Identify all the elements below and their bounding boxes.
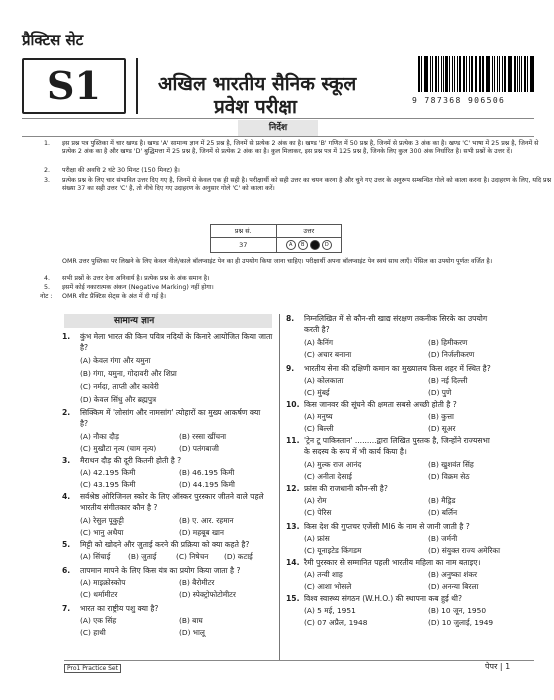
- answer-option: (B) 10 जून, 1950: [428, 606, 487, 615]
- answer-bubbles: [277, 238, 342, 252]
- exam-subtitle: प्रवेश परीक्षा: [214, 96, 297, 118]
- answer-option: (C) नर्मदा, ताप्ती और कावेरी: [80, 382, 159, 391]
- answer-option: (C) यूनाइटेड किंगडम: [304, 546, 362, 555]
- question-number: 9.: [286, 364, 295, 373]
- question-number: 2.: [62, 408, 71, 417]
- questions-right-column: [288, 314, 534, 660]
- question-text-cont: करती है?: [304, 325, 330, 334]
- instruction-item: नोट : OMR शीट प्रैक्टिस सेट्स के अंत में दी गई है।: [40, 293, 166, 300]
- bubble-d: D: [322, 240, 332, 250]
- answer-option: (D) निर्जलीकरण: [428, 350, 475, 359]
- answer-option: (D) केवल सिंधु और ब्रह्मपुत्र: [80, 395, 157, 404]
- question-number: 15.: [286, 594, 300, 603]
- answer-option: (D) संयुक्त राज्य अमेरिका: [428, 546, 501, 555]
- answer-option: (C) 43.195 किमी: [80, 480, 136, 489]
- question-text: सिक्किम में 'लोसांग और नामसांग' त्योहारों का मुख्य आकर्षण क्या: [80, 408, 261, 417]
- instructions-heading: निर्देश: [238, 120, 318, 136]
- instruction-item: 4. सभी प्रश्नों के उत्तर देना अनिवार्य है। प्रत्येक प्रश्न के अंक समान है।: [44, 275, 210, 282]
- answer-option: (C) बिल्ली: [304, 424, 334, 433]
- table-header: प्रश्न सं.: [211, 225, 277, 237]
- answer-option: (A) नौका दौड़: [80, 432, 119, 441]
- bubble-a: A: [286, 240, 296, 250]
- question-number: 4.: [62, 492, 71, 501]
- question-text: रैमी पुरस्कार से सम्मानित पहली भारतीय महिला का नाम बताइए।: [304, 558, 481, 567]
- question-number: 1.: [62, 332, 71, 341]
- example-qno: 37: [211, 238, 277, 252]
- answer-option: (C) थर्मामीटर: [80, 590, 118, 599]
- question-text: विश्व स्वास्थ्य संगठन (W.H.O.) की स्थापना कब हुई थी?: [304, 594, 463, 603]
- question-number: 6.: [62, 566, 71, 575]
- instruction-item: 1. इस प्रश्न पत्र पुस्तिका में चार खण्ड है। खण्ड 'A' सामान्य ज्ञान में 25 प्रश्न है, जिनमें से प्रत्येक 2 अंक का है। खण्ड 'B' गणित में 50 प्रश्न है, जिनमें से प्रत्येक 3 अंक का है। खण्ड 'C' भाषा में 25 प्रश्न है, जिनमें से प्रत्येक 2 अंक का है और खण्ड 'D' बुद्धिमत्ता में 25 प्रश्न है, जिनमें से प्रत्येक 2 अंक का है। कुल मिलाकर, इस प्रश्न पत्र में 125 प्रश्न है, जिनके लिए कुल 300 अंक निर्धारित है। सभी प्रश्नों के उत्तर दें।: [44, 140, 539, 156]
- answer-option: (A) एक सिंह: [80, 616, 117, 625]
- isbn-number: 9 787368 906506: [412, 96, 506, 105]
- question-text: किस जानवर की सूंघने की क्षमता सबसे अच्छी होती है ?: [304, 400, 457, 409]
- question-number: 10.: [286, 400, 300, 409]
- publisher-tag: Pro1 Practice Set: [64, 664, 121, 673]
- answer-option: (B) जर्मनी: [428, 534, 458, 543]
- bubble-b: B: [298, 240, 308, 250]
- header-divider: [136, 58, 138, 114]
- page-number: पेपर | 1: [485, 662, 511, 671]
- answer-option: (B) बैरोमीटर: [179, 578, 215, 587]
- example-answer-table: [210, 224, 342, 253]
- answer-option: (C) भानु अथैया: [80, 528, 124, 537]
- question-text: फ्रांस की राजधानी कौन-सी है?: [304, 484, 388, 493]
- answer-option: (B) हिमीकरण: [428, 338, 468, 347]
- question-text: कुंभ मेला भारत की किन पवित्र नदियों के किनारे आयोजित किया जाता: [80, 332, 273, 341]
- answer-option: (D) पतंगबाजी: [179, 444, 219, 453]
- answer-option: (C) मुखौटा नृत्य (चाम नृत्य): [80, 444, 157, 453]
- question-number: 13.: [286, 522, 300, 531]
- answer-option: (B) जुताई: [128, 552, 157, 561]
- answer-option: (A) कोलकाता: [304, 376, 344, 385]
- question-number: 12.: [286, 484, 300, 493]
- answer-option: (B) मैड्रिड: [428, 496, 456, 505]
- instruction-item: 3. प्रत्येक प्रश्न के लिए चार संभावित उत्तर दिए गए है, जिनमें से केवल एक ही सही है। परीक्षार्थी को सही उत्तर का चयन करना है और चुने गए उत्तर के अनुरूप सम्बन्धित गोले को काला करना है। उदाहरण के लिए, यदि प्रश्न संख्या 37 का सही उत्तर 'C' है, तो नीचे दिए गए उदाहरण के अनुसार गोले 'C' को काला करें।: [44, 177, 552, 193]
- table-header: उत्तर: [303, 227, 315, 235]
- question-number: 5.: [62, 540, 71, 549]
- answer-option: (C) हाथी: [80, 628, 106, 637]
- answer-option: (D) भालू: [179, 628, 205, 637]
- answer-option: (B) खुशवंत सिंह: [428, 460, 474, 469]
- question-text: किस देश की गुप्तचर एजेंसी MI6 के नाम से जानी जाती है ?: [304, 522, 470, 531]
- answer-option: (C) मुंबई: [304, 388, 330, 397]
- section-heading: सामान्य ज्ञान: [64, 314, 272, 328]
- answer-option: (A) मुल्क राज आनंद: [304, 460, 362, 469]
- answer-option: (A) माइक्रोस्कोप: [80, 578, 126, 587]
- answer-option: (A) रेसुल पूकुट्टी: [80, 516, 124, 525]
- answer-option: (B) ए. आर. रहमान: [179, 516, 234, 525]
- answer-option: (A) तन्वी शाह: [304, 570, 343, 579]
- answer-option: (A) 5 मई, 1951: [304, 606, 356, 615]
- question-text: 'ट्रेन टू पाकिस्तान' .........द्वारा लिखित पुस्तक है, जिन्होंने राज्यसभा: [304, 436, 490, 445]
- answer-option: (A) फ्रांस: [304, 534, 330, 543]
- answer-option: (C) 07 अप्रैल, 1948: [304, 618, 368, 627]
- question-text: निम्नलिखित में से कौन-सी खाद्य संरक्षण तकनीक सिरके का उपयोग: [304, 314, 488, 323]
- divider: [22, 136, 534, 137]
- footer-rule: [64, 660, 534, 661]
- instruction-item: OMR उत्तर पुस्तिका पर लिखने के लिए केवल नीले/काले बॉलप्वाइंट पेन का ही उपयोग किया जाना चाहिए। परीक्षार्थी अपना बॉलप्वाइंट पेन स्वयं साथ लाएँ। पेंसिल का उपयोग पूर्णतः वर्जित है।: [62, 258, 493, 265]
- question-text: भारतीय सेना की दक्षिणी कमान का मुख्यालय किस शहर में स्थित है?: [304, 364, 491, 373]
- question-number: 7.: [62, 604, 71, 613]
- question-text-cont: है?: [80, 419, 89, 428]
- answer-option: (D) पुणे: [428, 388, 452, 397]
- question-text: मिट्टी को खोदने और जुताई करने की प्रक्रिया को क्या कहते है?: [80, 540, 250, 549]
- answer-option: (D) महबूब खान: [179, 528, 225, 537]
- question-number: 14.: [286, 558, 300, 567]
- answer-option: (B) रस्सा खींचना: [179, 432, 227, 441]
- answer-option: (B) नई दिल्ली: [428, 376, 468, 385]
- column-divider: [279, 314, 280, 660]
- barcode-icon: [418, 56, 536, 92]
- question-text: सर्वश्रेष्ठ ओरिजिनल स्कोर के लिए ऑस्कर पुरस्कार जीतने वाले पहले: [80, 492, 264, 501]
- answer-option: (B) 46.195 किमी: [179, 468, 235, 477]
- question-text: भारत का राष्ट्रीय पशु क्या है?: [80, 604, 159, 613]
- answer-option: (D) बर्लिन: [428, 508, 458, 517]
- question-text: मैराथन दौड़ की दूरी कितनी होती है ?: [80, 456, 182, 465]
- instruction-item: 5. इसमें कोई नकारात्मक अंकन (Negative Marking) नहीं होगा।: [44, 284, 214, 291]
- answer-option: (C) अनीता देसाई: [304, 472, 352, 481]
- answer-option: (B) गंगा, यमुना, गोदावरी और शिप्रा: [80, 369, 177, 378]
- answer-option: (B) बाघ: [179, 616, 203, 625]
- answer-option: (D) 10 जुलाई, 1949: [428, 618, 494, 627]
- answer-option: (B) कुत्ता: [428, 412, 454, 421]
- answer-option: (D) कटाई: [224, 552, 253, 561]
- question-text-cont: है?: [80, 343, 89, 352]
- answer-option: (A) 42.195 किमी: [80, 468, 136, 477]
- divider: [22, 118, 534, 119]
- exam-title: अखिल भारतीय सैनिक स्कूल: [158, 73, 357, 95]
- answer-option: (C) आशा भोसले: [304, 582, 352, 591]
- instruction-item: 2. परीक्षा की अवधि 2 घंटे 30 मिनट (150 मिनट) है।: [44, 167, 180, 174]
- question-text: तापमान मापने के लिए किस यंत्र का प्रयोग किया जाता है ?: [80, 566, 241, 575]
- answer-option: (A) कैनिंग: [304, 338, 334, 347]
- answer-option: (D) अनन्या बिरला: [428, 582, 479, 591]
- question-text-cont: भारतीय संगीतकार कौन है ?: [80, 503, 158, 512]
- answer-option: (D) विक्रम सेठ: [428, 472, 470, 481]
- answer-option: (A) मनुष्य: [304, 412, 333, 421]
- answer-option: (C) निषेचन: [176, 552, 209, 561]
- answer-option: (D) सूअर: [428, 424, 456, 433]
- practice-set-label: प्रैक्टिस सेट: [22, 31, 84, 49]
- question-number: 8.: [286, 314, 295, 323]
- questions-left-column: [64, 332, 276, 660]
- set-code: S1: [22, 58, 126, 114]
- answer-option: (D) 44.195 किमी: [179, 480, 235, 489]
- answer-option: (A) केवल गंगा और यमुना: [80, 356, 151, 365]
- answer-option: (D) स्पेक्ट्रोफोटोमीटर: [179, 590, 236, 599]
- answer-option: (C) अचार बनाना: [304, 350, 352, 359]
- bubble-c-filled: C: [310, 240, 320, 250]
- answer-option: (B) अनुष्का शंकर: [428, 570, 478, 579]
- answer-option: (C) पेरिस: [304, 508, 332, 517]
- question-number: 11.: [286, 436, 300, 445]
- answer-option: (A) रोम: [304, 496, 327, 505]
- question-text-cont: के सदस्य के रूप में भी कार्य किया है।: [304, 447, 407, 456]
- answer-option: (A) सिंचाई: [80, 552, 111, 561]
- question-number: 3.: [62, 456, 71, 465]
